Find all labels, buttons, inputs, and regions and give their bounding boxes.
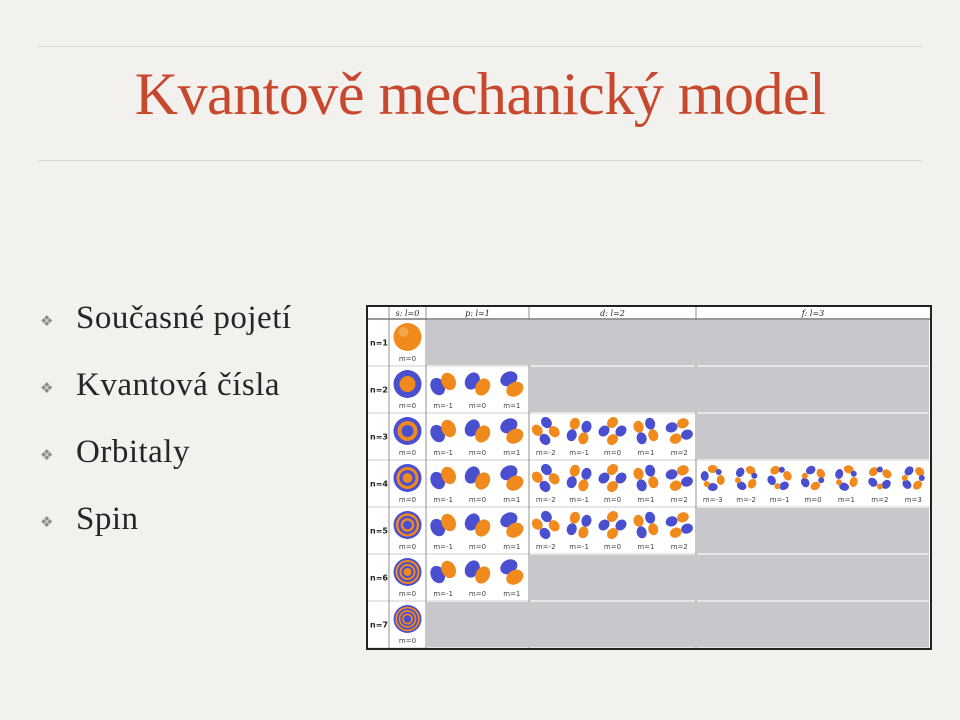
p-orbital [428,370,459,397]
f-orbital [831,462,861,493]
bullet-text: Orbitaly [76,434,190,470]
m-label: m=0 [398,637,417,645]
orbital-lobe [632,514,645,528]
bullet-item [40,501,292,568]
m-label: m=1 [503,449,521,457]
d-orbital [632,417,659,446]
orbital-lobe [568,511,581,525]
orbital-lobe [647,522,660,536]
orbital-lobe [668,479,683,493]
orbital-lobe [676,511,691,525]
p-orbital [428,464,459,491]
m-label: m=0 [468,543,487,551]
orbital-lobe [577,525,590,539]
m-label: m=-1 [569,449,589,457]
column-header: d: l=2 [600,309,625,318]
orbital-table-figure [366,305,932,650]
s-orbital-ring [403,473,413,483]
m-label: m=-2 [535,496,556,504]
m-label: m=2 [670,496,688,504]
bullet-text: Současné pojetí [76,300,292,336]
top-rule [38,46,922,47]
bullet-item [40,367,292,434]
f-orbital [701,465,725,491]
d-orbital [596,509,629,542]
d-orbital [565,417,592,446]
fleuron-bullet-icon: ❖ [40,513,54,531]
bullet-item [40,434,292,501]
orbital-lobe [644,511,657,525]
row-label: n=4 [370,479,388,489]
p-orbital [498,368,527,400]
s-orbital-ring [404,615,411,622]
m-label: m=0 [468,496,487,504]
bullet-text: Spin [76,501,139,537]
p-orbital [462,558,494,587]
fleuron-bullet-icon: ❖ [40,379,54,397]
orbital-lobe [664,421,679,435]
s-orbital-ring [403,521,412,530]
m-label: m=1 [637,449,655,457]
m-label: m=1 [637,496,655,504]
p-orbital [498,462,527,494]
orbital-lobe [680,475,695,489]
orbital-lobe [680,428,695,442]
m-label: m=0 [603,449,622,457]
p-orbital [498,556,527,588]
d-orbital [596,415,629,448]
f-orbital [862,460,897,495]
m-label: m=0 [603,496,622,504]
m-label: m=-2 [535,543,556,551]
empty-cell [697,414,929,459]
m-label: m=-1 [769,496,790,504]
empty-cell [530,367,695,412]
m-label: m=0 [468,402,487,410]
row-label: n=6 [370,573,388,583]
orbital-lobe [632,420,645,434]
m-label: m=0 [398,543,417,551]
orbital-lobe [701,471,709,481]
d-orbital [530,415,562,448]
orbital-lobe [580,467,593,481]
empty-cell [697,508,929,553]
orbital-lobe [668,432,683,446]
p-orbital [498,509,527,541]
p-orbital [462,511,494,540]
m-label: m=-1 [433,449,454,457]
orbital-lobe [664,515,679,529]
orbital-lobe [568,417,581,431]
row-label: n=7 [370,620,388,630]
column-header: f: l=3 [801,309,825,318]
p-orbital [462,417,494,446]
empty-cell [697,602,929,647]
f-orbital [763,461,797,496]
row-label: n=5 [370,526,388,536]
d-orbital [632,464,659,493]
orbital-lobe [565,475,578,489]
m-label: m=0 [398,402,417,410]
m-label: m=1 [503,402,521,410]
m-label: m=-2 [736,496,756,504]
m-label: m=2 [670,543,688,551]
s-orbital-ring [404,568,412,576]
s-orbital [394,323,422,351]
orbital-lobe [734,466,746,479]
orbital-lobe [746,477,758,490]
m-label: m=0 [398,355,417,363]
empty-cell [530,602,695,647]
orbital-lobe [635,431,648,445]
orbital-lobe [680,522,695,536]
orbital-lobe [632,467,645,481]
d-orbital [530,509,562,542]
m-label: m=-3 [702,496,723,504]
orbital-lobe [664,468,679,482]
m-label: m=1 [503,590,521,598]
s-orbital-highlight [399,327,409,337]
m-label: m=2 [670,449,688,457]
m-label: m=1 [637,543,655,551]
slide-title: Kvantově mechanický model [134,61,826,127]
m-label: m=0 [398,590,417,598]
p-orbital [498,415,527,447]
orbital-lobe [676,417,691,431]
orbital-lobe [647,428,660,442]
orbital-lobe [565,428,578,442]
orbital-lobe [716,469,722,475]
row-label: n=1 [370,338,388,348]
column-header: s: l=0 [395,309,420,318]
table-header-bg [368,307,930,319]
f-orbital [729,461,763,496]
m-label: m=3 [904,496,922,504]
orbital-lobe [834,468,844,480]
orbital-lobe [568,464,581,478]
row-label: n=2 [370,385,388,395]
fleuron-bullet-icon: ❖ [40,312,54,330]
d-orbital [664,464,694,493]
empty-cell [697,555,929,600]
empty-cell [530,320,695,365]
orbital-lobe [577,478,590,492]
m-label: m=-1 [569,543,589,551]
p-orbital [428,417,459,444]
orbital-lobe [577,431,590,445]
d-orbital [565,464,592,493]
orbital-lobe [676,464,691,478]
m-label: m=1 [503,543,521,551]
orbital-lobe [644,417,657,431]
m-label: m=0 [468,590,487,598]
orbital-lobe [704,481,710,487]
orbital-lobe [635,478,648,492]
d-orbital [664,417,694,446]
row-label: n=3 [370,432,388,442]
empty-cell [530,555,695,600]
bullet-list [40,300,292,568]
orbital-lobe [580,420,593,434]
p-orbital [428,558,459,585]
m-label: m=0 [468,449,487,457]
f-orbital [896,460,930,495]
f-orbital [796,461,831,495]
orbital-lobe [848,476,858,488]
d-orbital [632,511,659,540]
fleuron-bullet-icon: ❖ [40,446,54,464]
bullet-item [40,300,292,367]
d-orbital [596,462,629,495]
m-label: m=-2 [535,449,556,457]
m-label: m=0 [603,543,622,551]
m-label: m=2 [871,496,889,504]
d-orbital [664,511,694,540]
orbital-lobe [668,526,683,540]
m-label: m=0 [398,496,417,504]
d-orbital [565,511,592,540]
empty-cell [427,602,528,647]
bullet-text: Kvantová čísla [76,367,281,403]
empty-cell [697,367,929,412]
m-label: m=-1 [433,496,454,504]
s-orbital-ring [402,425,414,437]
orbital-lobe [580,514,593,528]
empty-cell [427,320,528,365]
orbital-lobe [565,522,578,536]
p-orbital [428,511,459,538]
d-orbital [530,462,562,495]
orbital-lobe [647,475,660,489]
empty-cell [697,320,929,365]
p-orbital [462,464,494,493]
m-label: m=-1 [433,402,454,410]
m-label: m=0 [804,496,822,504]
m-label: m=1 [503,496,521,504]
m-label: m=-1 [569,496,589,504]
s-orbital-ring [400,376,416,392]
m-label: m=-1 [433,590,454,598]
m-label: m=-1 [433,543,454,551]
m-label: m=1 [837,496,855,504]
orbital-lobe [635,525,648,539]
column-header: p: l=1 [465,309,490,318]
p-orbital [462,370,494,399]
m-label: m=0 [398,449,417,457]
title-underline-rule [38,160,922,161]
orbital-lobe [644,464,657,478]
orbital-lobe [717,475,725,485]
